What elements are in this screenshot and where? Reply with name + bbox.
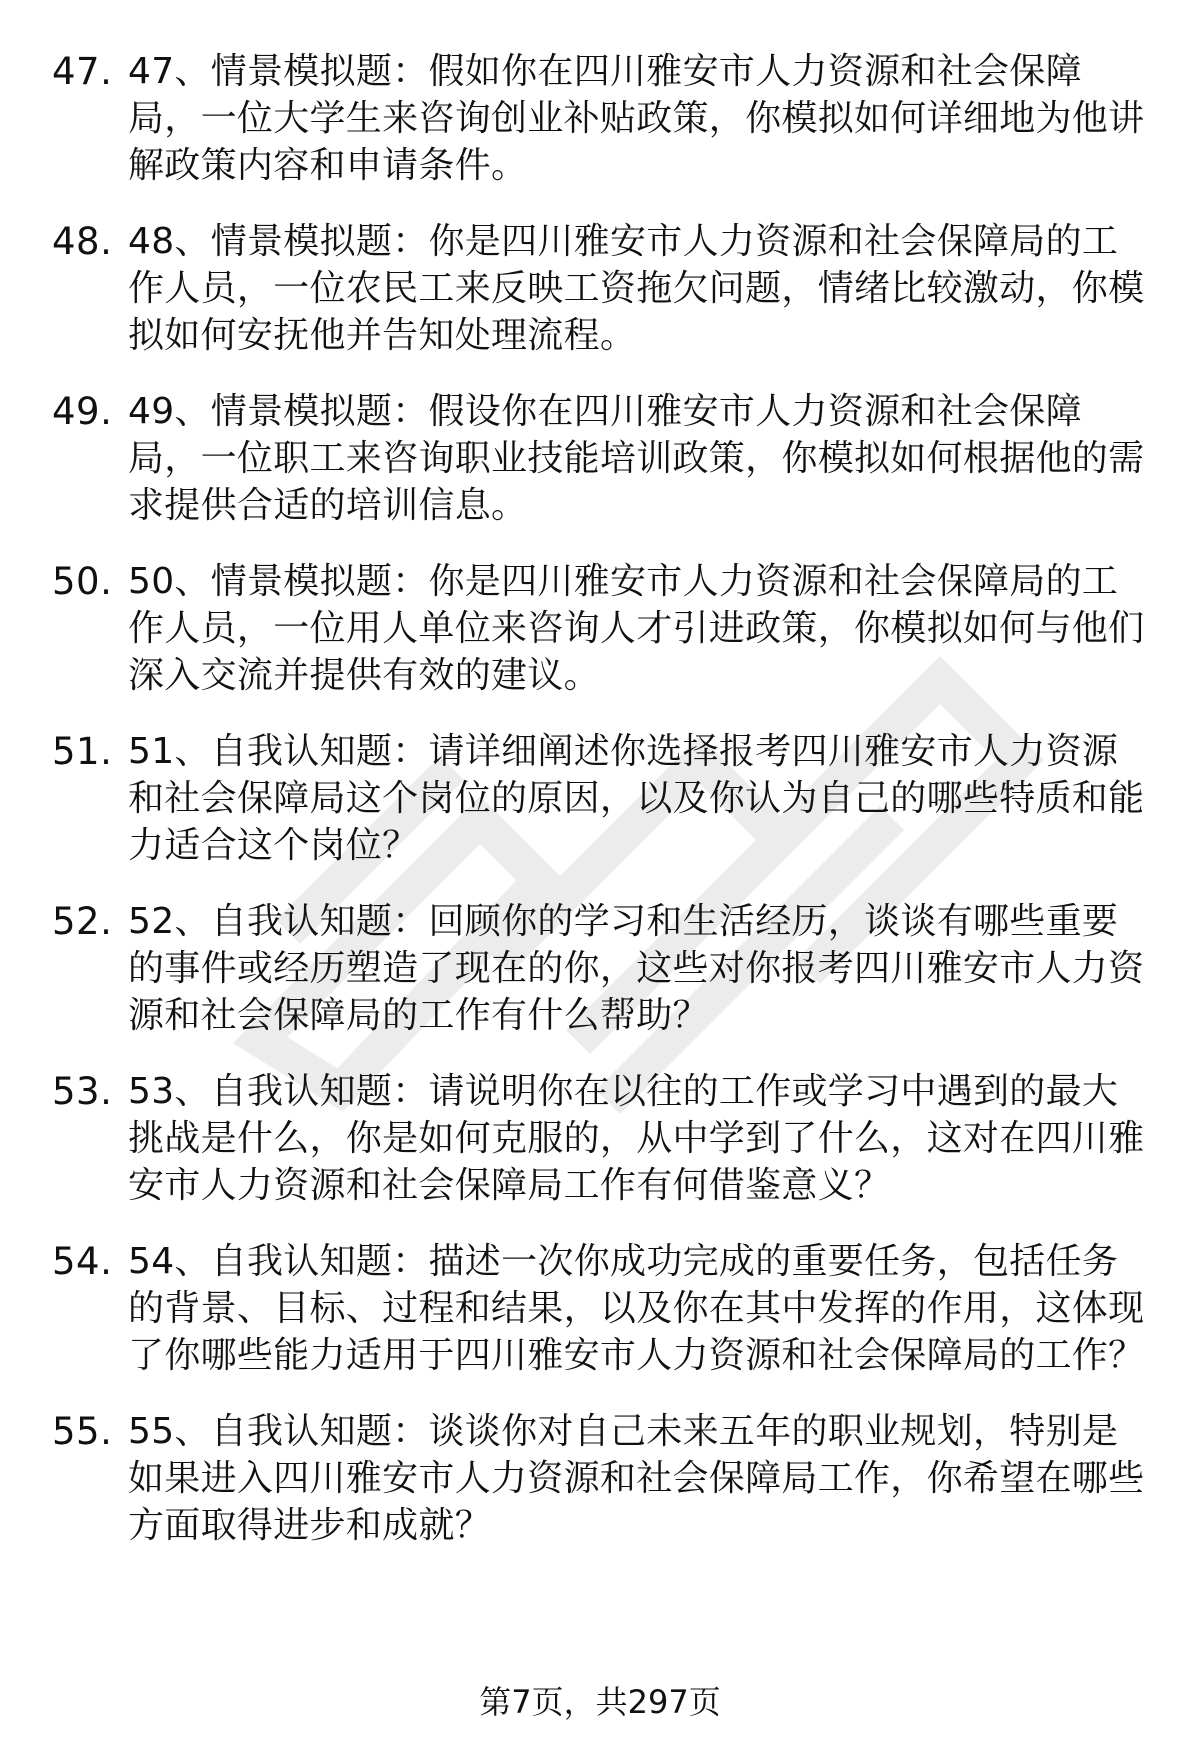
question-text: 48、情景模拟题：你是四川雅安市人力资源和社会保障局的工作人员，一位农民工来反映工资拖欠问题，情绪比较激动，你模拟如何安抚他并告知处理流程。	[128, 221, 1145, 356]
question-text: 55、自我认知题：谈谈你对自己未来五年的职业规划，特别是如果进入四川雅安市人力资源和社会保障局工作，你希望在哪些方面取得进步和成就？	[128, 1411, 1145, 1546]
question-number: 52.	[52, 900, 113, 943]
question-item	[0, 558, 1200, 699]
question-text: 54、自我认知题：描述一次你成功完成的重要任务，包括任务的背景、目标、过程和结果，以及你在其中发挥的作用，这体现了你哪些能力适用于四川雅安市人力资源和社会保障局的工作？	[128, 1241, 1145, 1376]
question-number: 51.	[52, 730, 113, 773]
question-item	[0, 1408, 1200, 1549]
question-number: 50.	[52, 560, 113, 603]
question-number: 55.	[52, 1410, 113, 1453]
question-number: 48.	[52, 220, 113, 263]
question-text: 51、自我认知题：请详细阐述你选择报考四川雅安市人力资源和社会保障局这个岗位的原因，以及你认为自己的哪些特质和能力适合这个岗位？	[128, 731, 1145, 866]
question-number: 54.	[52, 1240, 113, 1283]
question-item	[0, 218, 1200, 359]
question-number: 47.	[52, 50, 113, 93]
question-text: 52、自我认知题：回顾你的学习和生活经历，谈谈有哪些重要的事件或经历塑造了现在的你，这些对你报考四川雅安市人力资源和社会保障局的工作有什么帮助？	[128, 901, 1145, 1036]
question-number: 49.	[52, 390, 113, 433]
question-item	[0, 1068, 1200, 1209]
question-item	[0, 1238, 1200, 1379]
question-text: 53、自我认知题：请说明你在以往的工作或学习中遇到的最大挑战是什么，你是如何克服的，从中学到了什么，这对在四川雅安市人力资源和社会保障局工作有何借鉴意义？	[128, 1071, 1145, 1206]
question-item	[0, 48, 1200, 189]
question-text: 50、情景模拟题：你是四川雅安市人力资源和社会保障局的工作人员，一位用人单位来咨询人才引进政策，你模拟如何与他们深入交流并提供有效的建议。	[128, 561, 1145, 696]
question-text: 47、情景模拟题：假如你在四川雅安市人力资源和社会保障局，一位大学生来咨询创业补贴政策，你模拟如何详细地为他讲解政策内容和申请条件。	[128, 51, 1145, 186]
question-list	[0, 48, 1200, 1578]
question-number: 53.	[52, 1070, 113, 1113]
question-text: 49、情景模拟题：假设你在四川雅安市人力资源和社会保障局，一位职工来咨询职业技能培训政策，你模拟如何根据他的需求提供合适的培训信息。	[128, 391, 1145, 526]
question-item	[0, 388, 1200, 529]
question-item	[0, 728, 1200, 869]
question-item	[0, 898, 1200, 1039]
page-number-footer: 第7页，共297页	[479, 1683, 721, 1721]
